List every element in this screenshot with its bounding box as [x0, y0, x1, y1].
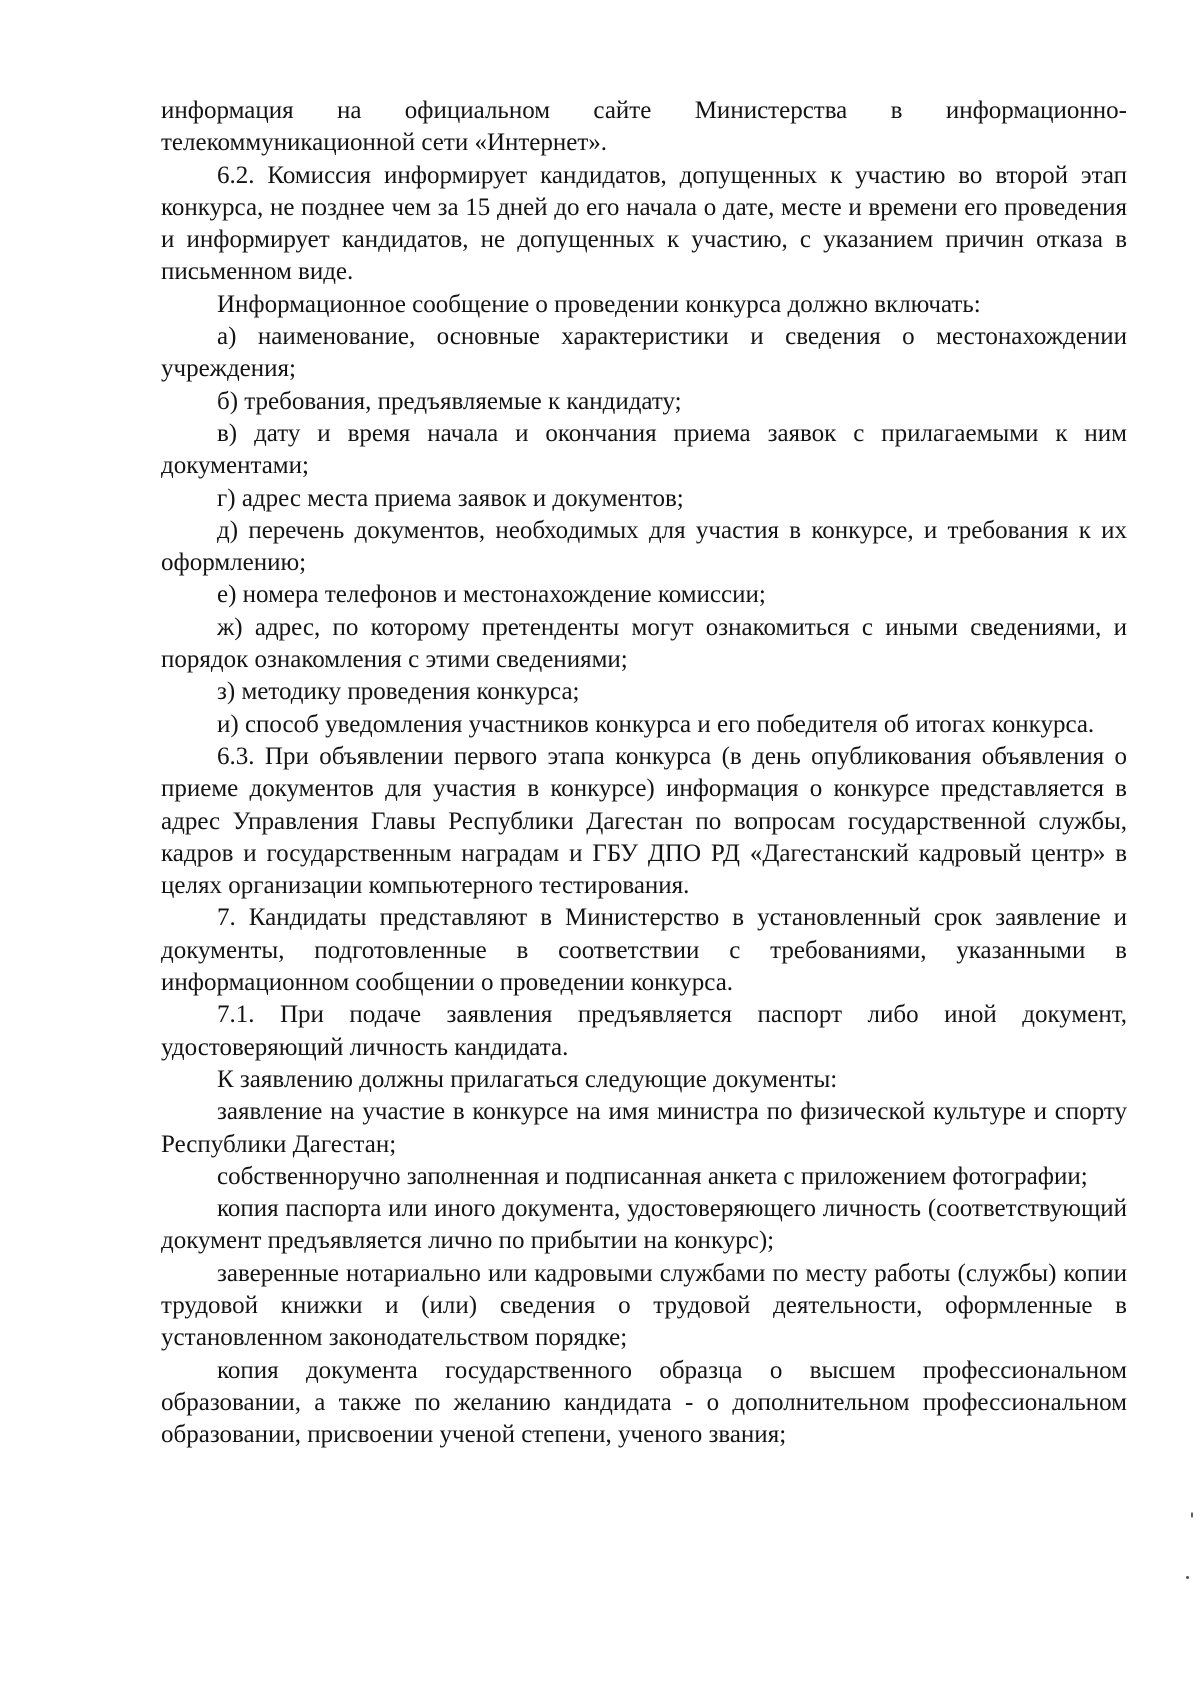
document-paragraph: копия паспорта или иного документа, удостоверяющего личность (соответствующий документ предъявляется лично по прибытии на конкурс); — [161, 1195, 1127, 1255]
document-paragraph: е) номера телефонов и местонахождение комиссии; — [217, 581, 766, 609]
document-paragraph: з) методику проведения конкурса; — [217, 678, 580, 706]
document-paragraph: заявление на участие в конкурсе на имя министра по физической культуре и спорту Республики Дагестан; — [161, 1098, 1127, 1158]
document-paragraph: собственноручно заполненная и подписанная анкета с приложением фотографии; — [217, 1162, 1088, 1190]
document-paragraph: 7.1. При подаче заявления предъявляется паспорт либо иной документ, удостоверяющий личность кандидата. — [161, 1001, 1127, 1061]
document-paragraph: и) способ уведомления участников конкурса и его победителя об итогах конкурса. — [217, 710, 1095, 738]
document-paragraph: ж) адрес, по которому претенденты могут ознакомиться с иными сведениями, и порядок ознакомления с этими сведениями; — [161, 613, 1127, 674]
document-paragraph: информация на официальном сайте Министерства в информационно-телекоммуникационной сети «Интернет». — [161, 97, 1127, 157]
document-paragraph: К заявлению должны прилагаться следующие документы: — [217, 1065, 838, 1093]
scan-speck — [1186, 1576, 1189, 1579]
document-paragraph: в) дату и время начала и окончания приема заявок с прилагаемыми к ним документами; — [161, 419, 1127, 480]
document-paragraph: 6.3. При объявлении первого этапа конкурса (в день опубликования объявления о приеме документов для участия в конкурсе) информация о конкурсе представляется в адрес Управления Главы Республики Дагестан по вопросам государственной службы, кадров и государственным наградам и ГБУ ДПО РД «Дагестанский кадровый центр» в целях организации компьютерного тестирования. — [161, 742, 1127, 900]
document-paragraph: а) наименование, основные характеристики и сведения о местонахождении учреждения; — [161, 323, 1127, 383]
document-paragraph: г) адрес места приема заявок и документов; — [217, 484, 684, 512]
document-paragraph: 7. Кандидаты представляют в Министерство в установленный срок заявление и документы, подготовленные в соответствии с требованиями, указанными в информационном сообщении о проведении конкурса. — [161, 904, 1127, 997]
document-paragraph: Информационное сообщение о проведении конкурса должно включать: — [217, 290, 981, 318]
document-paragraph: копия документа государственного образца о высшем профессиональном образовании, а также по желанию кандидата - о дополнительном профессиональном образовании, присвоении ученой степени, ученого звания; — [161, 1356, 1127, 1449]
document-paragraph: 6.2. Комиссия информирует кандидатов, допущенных к участию во второй этап конкурса, не позднее чем за 15 дней до его начала о дате, месте и времени его проведения и информирует кандидатов, не допущенных к участию, с указанием причин отказа в письменном виде. — [161, 161, 1127, 286]
document-body — [161, 95, 1127, 1451]
document-paragraph: д) перечень документов, необходимых для участия в конкурсе, и требования к их оформлению; — [161, 516, 1127, 577]
document-paragraph: б) требования, предъявляемые к кандидату; — [217, 387, 682, 415]
scan-speck — [1191, 1512, 1193, 1518]
document-paragraph: заверенные нотариально или кадровыми службами по месту работы (службы) копии трудовой книжки и (или) сведения о трудовой деятельности, оформленные в установленном законодательством порядке; — [161, 1259, 1127, 1352]
